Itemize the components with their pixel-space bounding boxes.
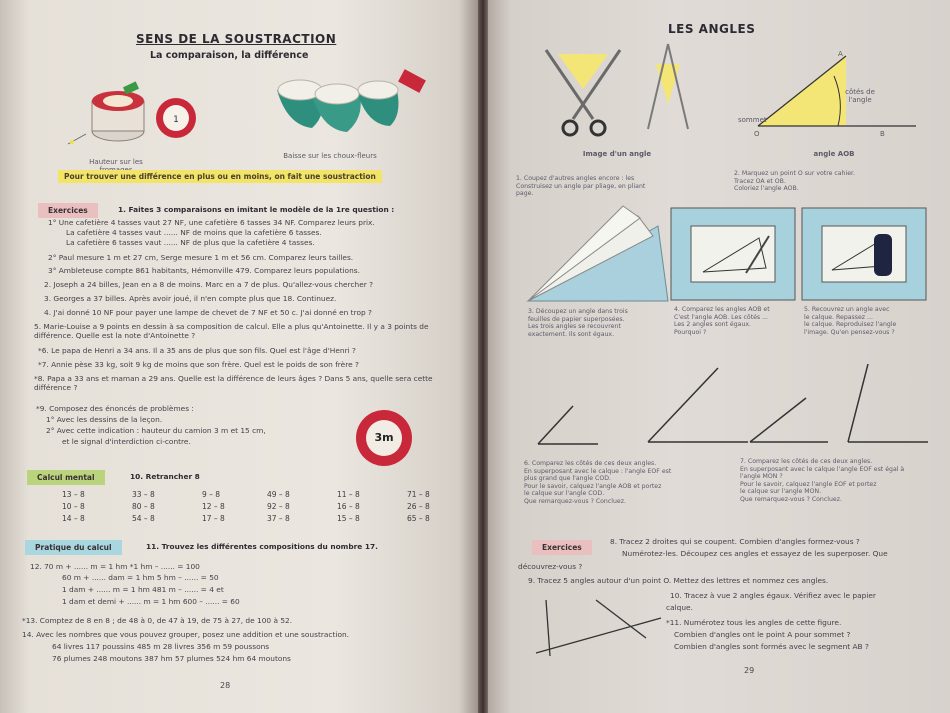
exercise-line: 5. Marie-Louise a 9 points en dessin à sa composition de calcul. Elle a plus qu'Antoinette. Il y a 3 points de différence. Quelle est la note d'Antoinette ? [34,322,429,340]
left-page-number: 28 [220,681,231,690]
instruction-3: 3. Découpez un angle dans trois feuilles de papier superposées. Les trois angles se recouvrent exactement. Ils sont égaux. [528,308,628,338]
mental-calc-cell: 16 – 8 [337,502,360,511]
mental-calc-cell: 13 – 8 [62,490,85,499]
instruction-4: 4. Comparez les angles AOB et C'est l'angle AOB. Les côtés ... Les 2 angles sont égaux. Pourquoi ? [674,306,770,336]
mental-calc-cell: 33 – 8 [132,490,155,499]
mental-calc-cell: 92 – 8 [267,502,290,511]
practice-label: Pratique du calcul [25,540,122,555]
left-title: SENS DE LA SOUSTRACTION [136,32,337,46]
angle-label: O [754,130,760,138]
mental-calc-title: 10. Retrancher 8 [130,472,200,481]
exercise-line: 8. Tracez 2 droites qui se coupent. Combien d'angles formez-vous ? [610,537,860,546]
mental-calc-cell: 71 – 8 [407,490,430,499]
exercise-line: 9. Tracez 5 angles autour d'un point O. Mettez des lettres et nommez ces angles. [528,576,829,585]
instruction-7: 7. Comparez les côtés de ces deux angles. En superposant avec le calque l'angle EOF est égal à l'angle MON ? Pour le savoir, calquez l'angle EOF et portez le calque sur l'angle MON. Que remarquez-vous ? Concluez. [740,458,905,503]
sign-label: 3m [366,420,402,456]
ex12-line: 1 dam et demi + ...... m = 1 hm 600 – ...... = 60 [62,597,240,606]
mental-calc-cell: 49 – 8 [267,490,290,499]
exercise-line: 3° Ambleteuse compte 861 habitants, Hémonville 479. Comparez leurs populations. [48,266,360,275]
exercise-line: 1. Faites 3 comparaisons en imitant le modèle de la 1re question : [118,205,395,214]
exercise-line: *7. Annie pèse 33 kg, soit 9 kg de moins que son frère. Quel est le poids de son frère ? [38,360,359,369]
exercise-line: 10. Tracez à vue 2 angles égaux. Vérifiez avec le papier [670,591,876,600]
right-title: LES ANGLES [668,22,756,36]
exercises-label-right: Exercices [532,540,592,555]
ex14-row: 64 livres 117 poussins 485 m 28 livres 356 m 59 poussons [52,642,270,651]
right-page-number: 29 [744,666,755,675]
exercise-line: découvrez-vous ? [518,562,583,571]
mental-calc-cell: 65 – 8 [407,514,430,523]
exercise-line: La cafetière 4 tasses vaut ...... NF de moins que la cafetière 6 tasses. [66,228,322,237]
mental-calc-cell: 17 – 8 [202,514,225,523]
instruction-2: 2. Marquez un point O sur votre cahier. Tracez OA et OB. Coloriez l'angle AOB. [734,170,855,193]
exercise-line: et le signal d'interdiction ci-contre. [62,437,191,446]
angle-image-caption: Image d'un angle [582,150,652,158]
mental-calc-cell: 80 – 8 [132,502,155,511]
tracing-panel-1 [671,208,795,300]
scissors-compass-illustration [528,44,698,144]
cheese-caption: Hauteur sur les [89,158,143,166]
angle-label: B [880,130,885,138]
ex14-row: 76 plumes 248 moutons 387 hm 57 plumes 524 hm 64 moutons [52,654,291,663]
folded-paper-illustration [528,206,678,306]
mental-calc-cell: 14 – 8 [62,514,85,523]
exercise-line: 1° Une cafetière 4 tasses vaut 27 NF, une cafetière 6 tasses 34 NF. Comparez leurs prix. [48,218,375,227]
exercise-line: 2. Joseph a 24 billes, Jean en a 8 de moins. Marc en a 7 de plus. Qu'allez-vous chercher ? [44,280,374,289]
ex13-line: *13. Comptez de 8 en 8 ; de 48 à 0, de 47 à 19, de 75 à 27, de 100 à 52. [22,616,293,625]
angle-aob-caption: angle AOB [813,150,855,158]
exercise-line: La cafetière 6 tasses vaut ...... NF de plus que la cafetière 4 tasses. [66,238,315,247]
exercise-line: 3. Georges a 37 billes. Après avoir joué, il n'en compte plus que 18. Continuez. [44,294,337,303]
right-page [488,0,950,713]
ex12-line: 1 dam + ...... m = 1 hm 481 m – ...... = 4 et [62,585,224,594]
rule-highlight: Pour trouver une différence en plus ou en moins, on fait une soustraction [58,170,382,183]
exercise-line: 1° Avec les dessins de la leçon. [46,415,163,424]
exercise-line: *11. Numérotez tous les angles de cette figure. [666,618,842,627]
svg-text:1: 1 [173,115,179,125]
practice-title: 11. Trouvez les différentes compositions du nombre 17. [146,542,378,551]
four-angles-diagram [528,358,948,448]
ex12-line: 12. 70 m + ...... m = 1 hm *1 hm – ...... = 100 [30,562,200,571]
instruction-1: 1. Coupez d'autres angles encore : les Construisez un angle par pliage, en pliant page. [516,175,646,198]
mental-calc-cell: 10 – 8 [62,502,85,511]
mental-calc-cell: 15 – 8 [337,514,360,523]
ex14-line: 14. Avec les nombres que vous pouvez grouper, posez une addition et une soustraction. [22,630,349,639]
book-gutter [478,0,488,713]
exercise-line: *8. Papa a 33 ans et maman a 29 ans. Quelle est la différence de leurs âges ? Dans 5 ans, quelle sera cette différence ? [34,374,433,392]
angle-label: côtés de l'angle [845,88,875,104]
cheese-illustration [58,76,198,166]
exercise-line: 2° Avec cette indication : hauteur du camion 3 m et 15 cm, [46,426,266,435]
cauliflower-caption: Baisse sur les choux-fleurs [283,152,377,160]
mental-calc-grid [62,490,442,526]
left-subtitle: La comparaison, la différence [150,50,309,61]
exercise-line: 4. J'ai donné 10 NF pour payer une lampe de chevet de 7 NF et 50 c. J'ai donné en trop ? [44,308,372,317]
tracing-panel-2 [802,208,926,300]
angle-label: sommet [738,116,767,124]
exercise-line: *6. Le papa de Henri a 34 ans. Il a 35 ans de plus que son fils. Quel est l'âge d'Henri ? [38,346,356,355]
exercise-line: Combien d'angles sont formés avec le segment AB ? [674,642,869,651]
exercise-line: *9. Composez des énoncés de problèmes : [36,404,194,413]
mental-calc-cell: 11 – 8 [337,490,360,499]
mental-calc-label: Calcul mental [27,470,105,485]
instruction-6: 6. Comparez les côtés de ces deux angles. En superposant avec le calque : l'angle EOF est plus grand que l'angle COD. Pour le savoir, calquez l'angle AOB et portez le calque sur l'angle COD. Que remarquez-vous ? Concluez. [524,460,672,505]
mental-calc-cell: 12 – 8 [202,502,225,511]
angle-aob-diagram [746,46,926,136]
mental-calc-cell: 9 – 8 [202,490,221,499]
instruction-5: 5. Recouvrez un angle avec le calque. Repassez ... le calque. Reproduisez l'angle l'image. Qu'en pensez-vous ? [804,306,897,336]
exercises-label: Exercices [38,203,98,218]
exercise-line: Combien d'angles ont le point A pour sommet ? [674,630,851,639]
cauliflower-illustration [272,70,432,150]
mental-calc-cell: 26 – 8 [407,502,430,511]
height-limit-sign [356,410,412,466]
mental-calc-cell: 54 – 8 [132,514,155,523]
exercise-line: Numérotez-les. Découpez ces angles et essayez de les superposer. Que [622,549,888,558]
exercise-line: calque. [666,603,693,612]
intersecting-lines-figure [536,598,666,658]
ex12-line: 60 m + ...... dam = 1 hm 5 hm – ...... = 50 [62,573,219,582]
mental-calc-cell: 37 – 8 [267,514,290,523]
exercise-line: 2° Paul mesure 1 m et 27 cm, Serge mesure 1 m et 56 cm. Comparez leurs tailles. [48,253,354,262]
angle-label: A [838,50,843,58]
